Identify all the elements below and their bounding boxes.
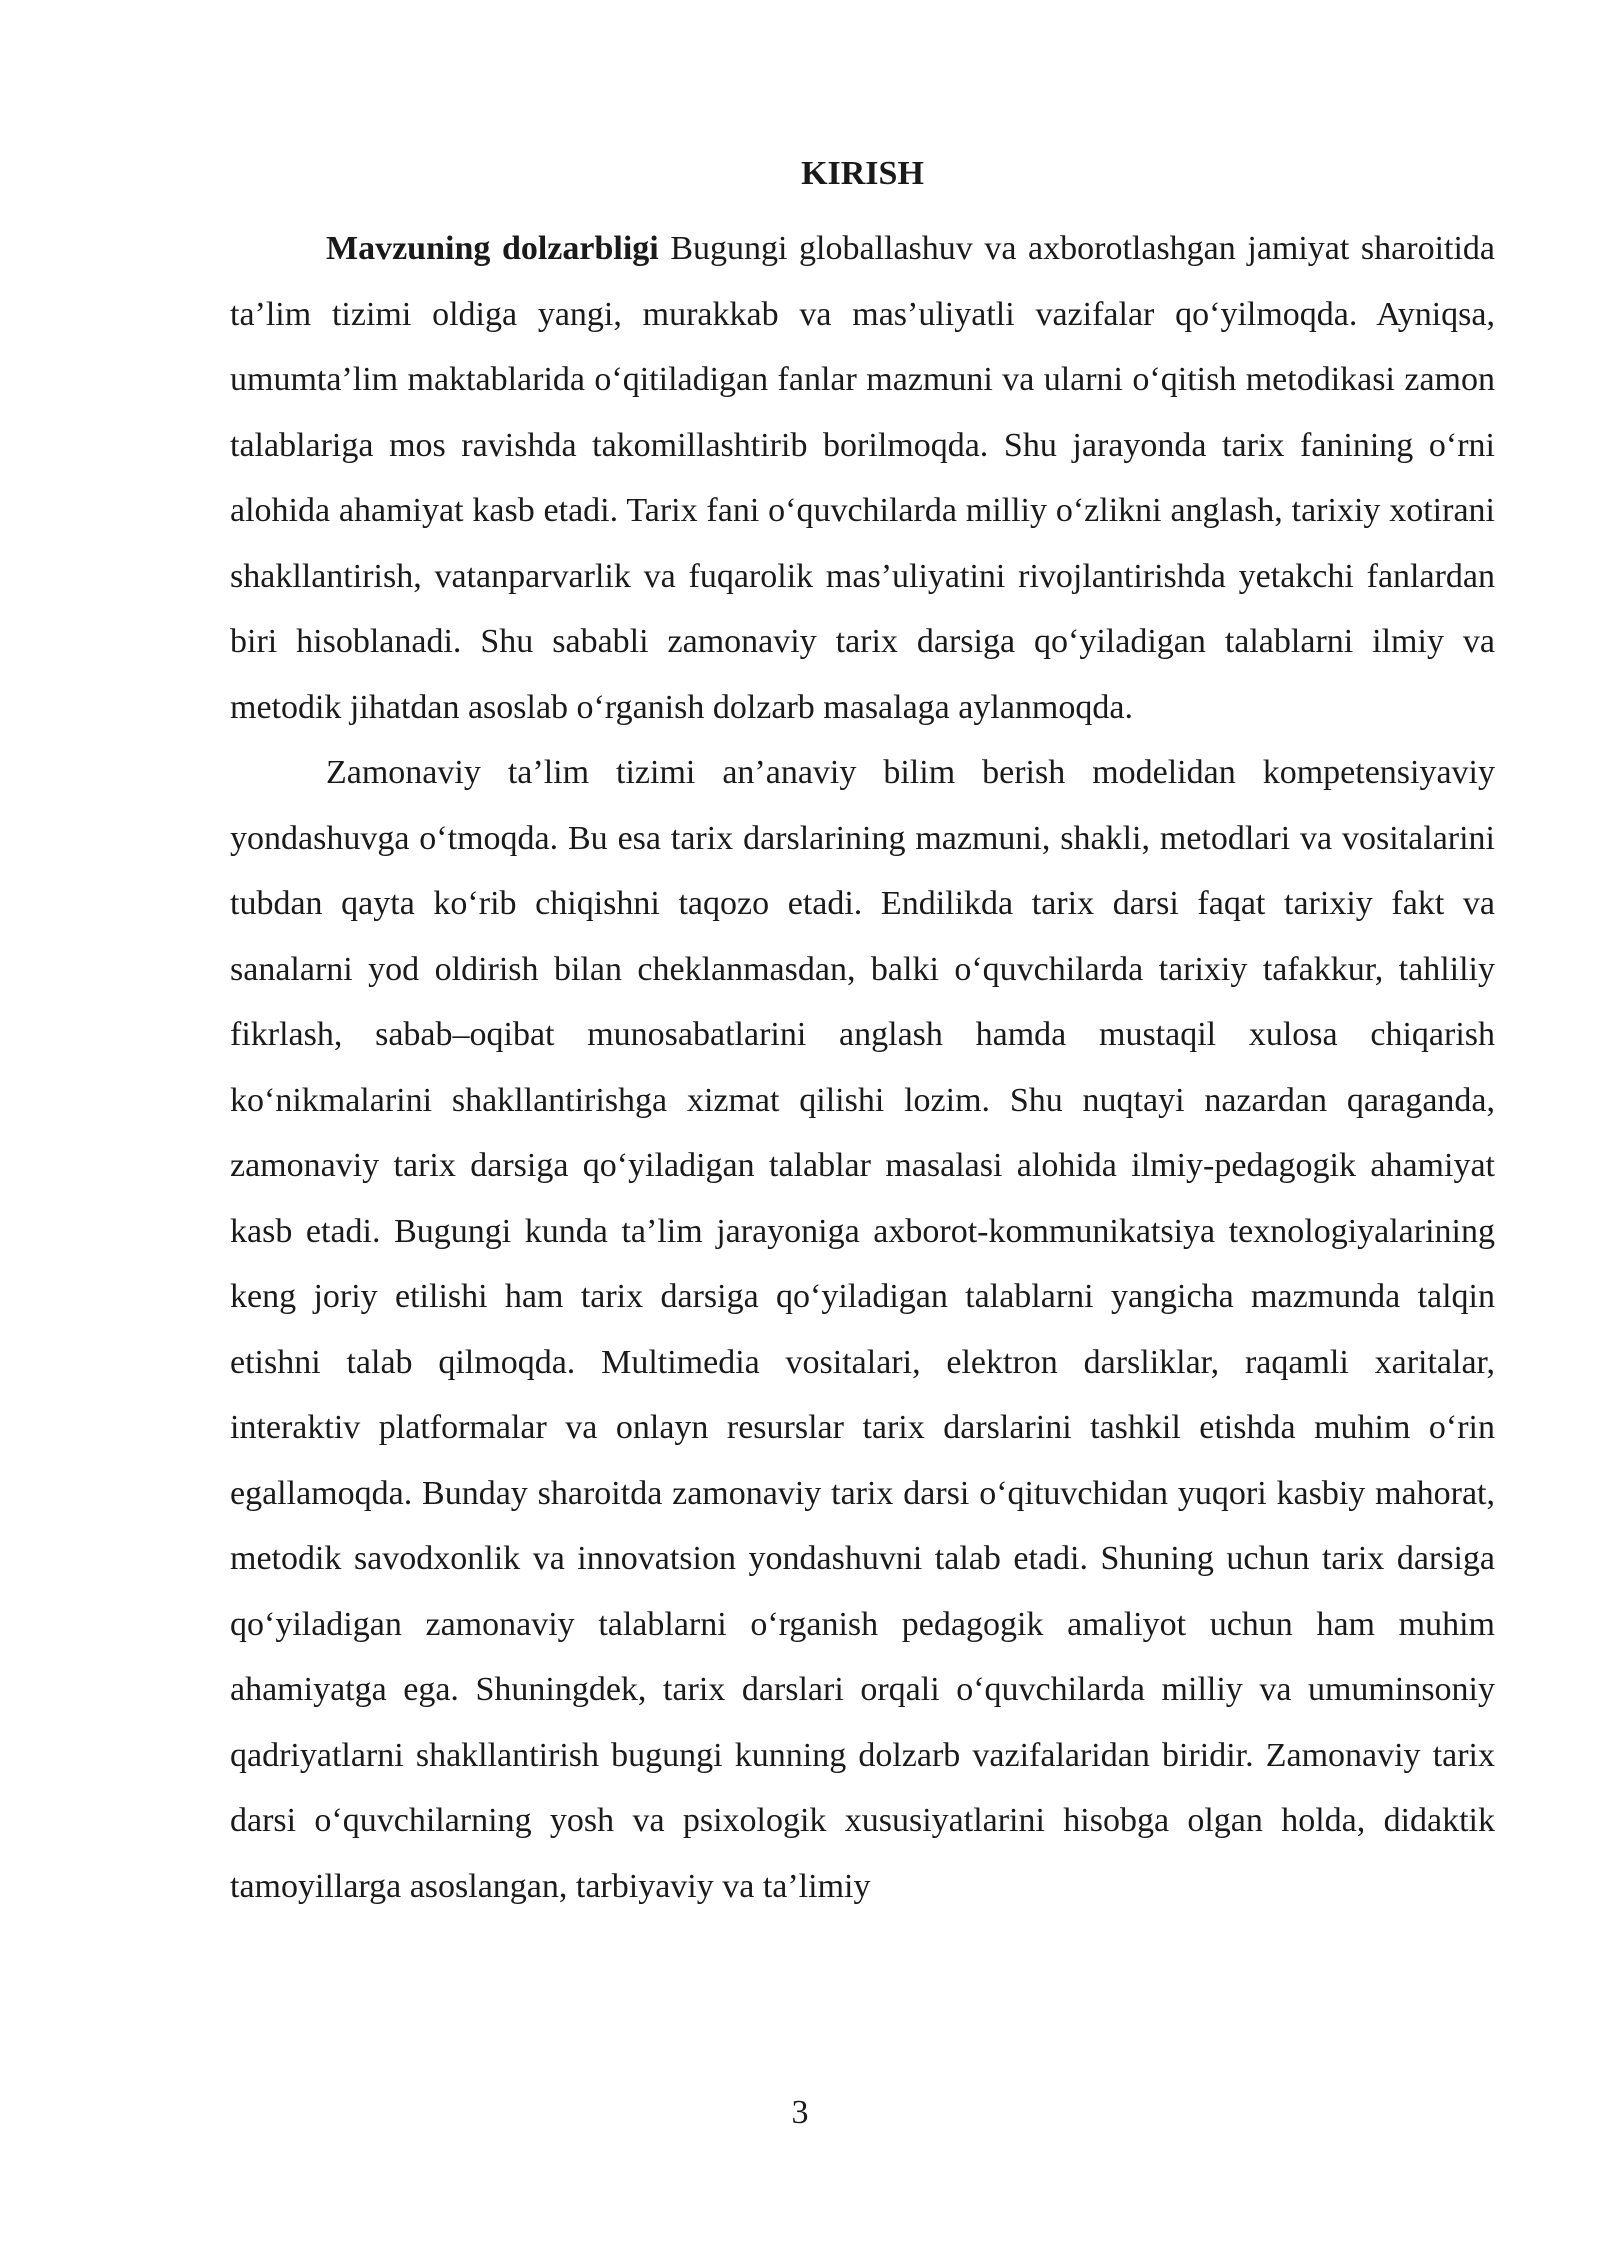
paragraph-lead: Mavzuning dolzarbligi [326, 230, 659, 267]
section-heading: KIRISH [801, 155, 924, 192]
paragraph-modern-education [230, 740, 1495, 1919]
paragraph-text: Bugungi globallashuv va axborotlashgan jamiyat sharoitida ta’lim tizimi oldiga yangi, murakkab va mas’uliyatli vazifalar qo‘yilmoqda. Ayniqsa, umumta’lim maktablarida o‘qitiladigan fanlar mazmuni va ularni o‘qitish metodikasi zamon talablariga mos ravishda takomillashtirib borilmoqda. Shu jarayonda tarix fanining o‘rni alohida ahamiyat kasb etadi. Tarix fani o‘quvchilarda milliy o‘zlikni anglash, tarixiy xotirani shakllantirish, vatanparvarlik va fuqarolik mas’uliyatini rivojlantirishda yetakchi fanlardan biri hisoblanadi. Shu sababli zamonaviy tarix darsiga qo‘yiladigan talablarni ilmiy va metodik jihatdan asoslab o‘rganish dolzarb masalaga aylanmoqda. [230, 230, 1495, 726]
document-page [230, 150, 1495, 1919]
page-number: 3 [791, 2094, 809, 2131]
paragraph-text: Zamonaviy ta’lim tizimi an’anaviy bilim berish modelidan kompetensiyaviy yondashuvga o‘tmoqda. Bu esa tarix darslarining mazmuni, shakli, metodlari va vositalarini tubdan qayta ko‘rib chiqishni taqozo etadi. Endilikda tarix darsi faqat tarixiy fakt va sanalarni yod oldirish bilan cheklanmasdan, balki o‘quvchilarda tarixiy tafakkur, tahliliy fikrlash, sabab–oqibat munosabatlarini anglash hamda mustaqil xulosa chiqarish ko‘nikmalarini shakllantirishga xizmat qilishi lozim. Shu nuqtayi nazardan qaraganda, zamonaviy tarix darsiga qo‘yiladigan talablar masalasi alohida ilmiy-pedagogik ahamiyat kasb etadi. Bugungi kunda ta’lim jarayoniga axborot-kommunikatsiya texnologiyalarining keng joriy etilishi ham tarix darsiga qo‘yiladigan talablarni yangicha mazmunda talqin etishni talab qilmoqda. Multimedia vositalari, elektron darsliklar, raqamli xaritalar, interaktiv platformalar va onlayn resurslar tarix darslarini tashkil etishda muhim o‘rin egallamoqda. Bunday sharoitda zamonaviy tarix darsi o‘qituvchidan yuqori kasbiy mahorat, metodik savodxonlik va innovatsion yondashuvni talab etadi. Shuning uchun tarix darsiga qo‘yiladigan zamonaviy talablarni o‘rganish pedagogik amaliyot uchun ham muhim ahamiyatga ega. Shuningdek, tarix darslari orqali o‘quvchilarda milliy va umuminsoniy qadriyatlarni shakllantirish bugungi kunning dolzarb vazifalaridan biridir. Zamonaviy tarix darsi o‘quvchilarning yosh va psixologik xususiyatlarini hisobga olgan holda, didaktik tamoyillarga asoslangan, tarbiyaviy va ta’limiy [230, 754, 1495, 1905]
paragraph-relevance [230, 216, 1495, 740]
